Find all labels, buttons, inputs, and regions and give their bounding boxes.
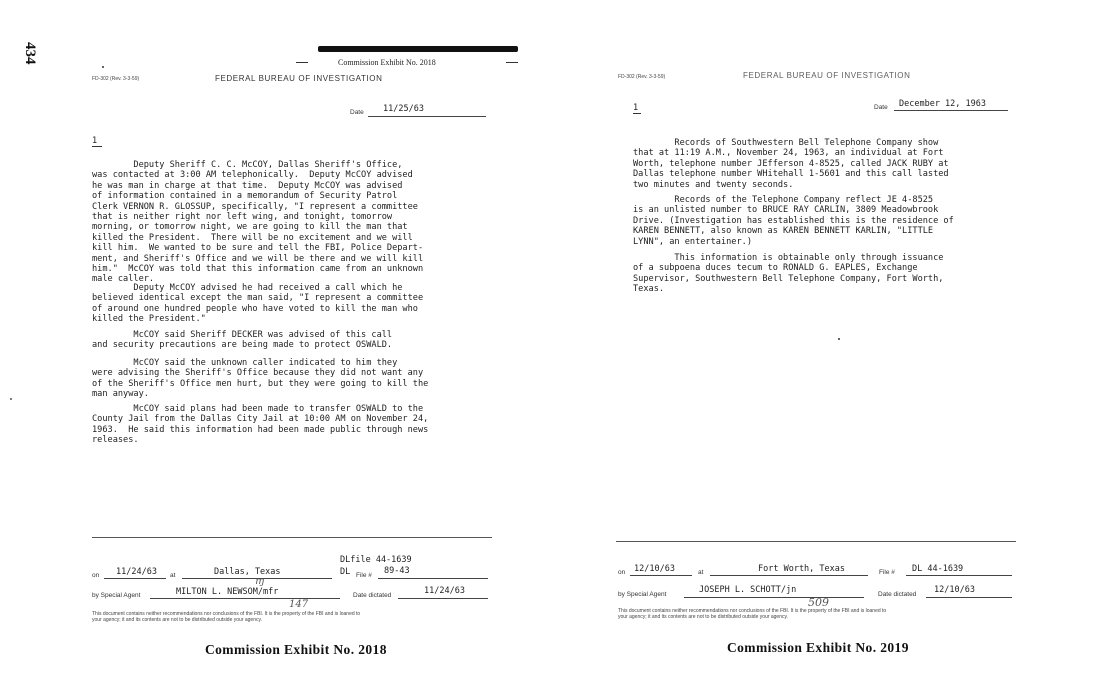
on-value: 11/24/63 <box>116 567 157 577</box>
exhibit-stamp-dash-right <box>506 62 518 63</box>
exhibit-caption <box>205 642 387 658</box>
dictated-value: 12/10/63 <box>934 585 975 595</box>
agent-label: by Special Agent <box>618 591 667 598</box>
file-underline <box>906 575 1012 576</box>
caption-number: No. 2018 <box>333 642 387 657</box>
body-paragraph: Records of the Telephone Company reflect JE 4-8525 is an unlisted number to BRUCE RAY CARLIN, 3809 Meadowbrook Drive. (Investigation has established this is the residence of KAREN BENNETT, also known as KAREN BENNETT KARLIN, "LITTLE LYNN", an entertainer.) <box>633 195 954 247</box>
file-label: File # <box>356 572 372 579</box>
exhibit-stamp: Commission Exhibit No. 2018 <box>338 58 436 67</box>
date-value: 11/25/63 <box>383 104 424 114</box>
file-value-top: DLfile 44-1639 <box>340 555 412 565</box>
page-marker: 1 <box>633 103 641 114</box>
date-value: December 12, 1963 <box>899 99 986 109</box>
on-label: on <box>92 572 100 579</box>
dictated-underline <box>398 598 488 599</box>
redaction-bar <box>318 46 518 52</box>
dictated-value: 11/24/63 <box>424 586 465 596</box>
body-paragraph: McCOY said the unknown caller indicated to him they were advising the Sheriff's Office because they did not want any of the Sheriff's Office men hurt, but they were going to kill the man anyway. <box>92 358 429 400</box>
agency-header: FEDERAL BUREAU OF INVESTIGATION <box>215 74 383 83</box>
handwritten-number: 509 <box>808 596 829 609</box>
file-value: DL 44-1639 <box>912 564 964 574</box>
caption-prefix: Commission Exhibit <box>727 640 852 655</box>
date-label: Date <box>350 109 364 116</box>
page-marker: 1 <box>92 136 102 147</box>
at-value: Fort Worth, Texas <box>758 564 845 574</box>
body-paragraph: McCOY said plans had been made to transfer OSWALD to the County Jail from the Dallas City Jail at 10:00 AM on November 24, 1963. He said this information had been made public through news releases. <box>92 404 429 446</box>
date-underline <box>894 110 1008 111</box>
file-underline <box>378 578 488 579</box>
at-value: Dallas, Texas <box>214 567 281 577</box>
initials-mark: ɱ <box>255 576 265 587</box>
body-paragraph: Records of Southwestern Bell Telephone Company show that at 11:19 A.M., November 24, 1963, an individual at Fort Worth, telephone number JEfferson 4-8525, called JACK RUBY at Dallas telephone number WHitehall 1-5601 and this call lasted two minutes and twenty seconds. <box>633 138 949 190</box>
agency-header: FEDERAL BUREAU OF INVESTIGATION <box>743 71 911 80</box>
dictated-underline <box>926 597 1012 598</box>
agent-underline <box>684 597 864 598</box>
disclaimer: This document contains neither recommendations nor conclusions of the FBI. It is the property of the FBI and is loaned to your agency; it and its contents are not to be distributed outside your agency. <box>92 611 361 623</box>
at-underline <box>710 575 868 576</box>
agent-label: by Special Agent <box>92 592 141 599</box>
on-underline <box>104 578 166 579</box>
exhibit-stamp-dash <box>296 62 308 63</box>
disclaimer: This document contains neither recommendations nor conclusions of the FBI. It is the property of the FBI and is loaned to your agency; it and its contents are not to be distributed outside your agency. <box>618 608 887 620</box>
caption-prefix: Commission Exhibit <box>205 642 330 657</box>
exhibit-caption <box>727 640 909 656</box>
scan-speck <box>10 398 12 400</box>
file-value: 89-43 <box>384 566 410 576</box>
body-paragraph: This information is obtainable only through issuance of a subpoena duces tecum to RONALD G. EAPLES, Exchange Supervisor, Southwestern Bell Telephone Company, Fort Worth, Texas. <box>633 253 944 295</box>
scan-speck <box>102 66 104 68</box>
agent-value: MILTON L. NEWSOM/mfr <box>176 587 279 597</box>
footer-rule <box>616 541 1016 542</box>
date-underline <box>368 116 486 117</box>
file-prefix: DL <box>340 567 351 577</box>
on-label: on <box>618 569 626 576</box>
on-value: 12/10/63 <box>634 564 675 574</box>
page-number: 434 <box>22 42 38 65</box>
body-paragraph: Deputy Sheriff C. C. McCOY, Dallas Sheriff's Office, was contacted at 3:00 AM telephonically. Deputy McCOY advised he was man in charge at that time. Deputy McCOY was advised of information contained in a memorandum of Security Patrol Clerk VERNON R. GLOSSUP, specifically, "I represent a committee that is neither right nor left wing, and tonight, tomorrow morning, or tomorrow night, we are going to kill the man that killed the President. There will be no excitement and we will kill him. We wanted to be sure and tell the FBI, Police Depart- ment, and Sheriff's Office and we will be there and we will kill him." McCOY was told that this information came from an unknown male caller. <box>92 160 424 285</box>
handwritten-number: 147 <box>289 599 309 610</box>
agent-value: JOSEPH L. SCHOTT/jn <box>699 585 797 595</box>
body-paragraph: Deputy McCOY advised he had received a call which he believed identical except the man said, "I represent a committee of around one hundred people who have voted to kill the man who killed the President." <box>92 283 424 325</box>
dictated-label: Date dictated <box>353 592 392 599</box>
at-label: at <box>698 569 704 576</box>
caption-number: No. 2019 <box>855 640 909 655</box>
form-number: FD-302 (Rev. 3-3-59) <box>618 74 666 80</box>
file-label: File # <box>879 569 895 576</box>
scan-speck <box>838 338 840 340</box>
at-label: at <box>170 572 176 579</box>
dictated-label: Date dictated <box>878 591 917 598</box>
on-underline <box>630 575 692 576</box>
form-number: FD-302 (Rev. 3-3-59) <box>92 76 140 82</box>
agent-underline <box>150 598 340 599</box>
body-paragraph: McCOY said Sheriff DECKER was advised of this call and security precautions are being made to protect OSWALD. <box>92 330 393 351</box>
date-label: Date <box>874 104 888 111</box>
footer-rule <box>92 537 492 538</box>
